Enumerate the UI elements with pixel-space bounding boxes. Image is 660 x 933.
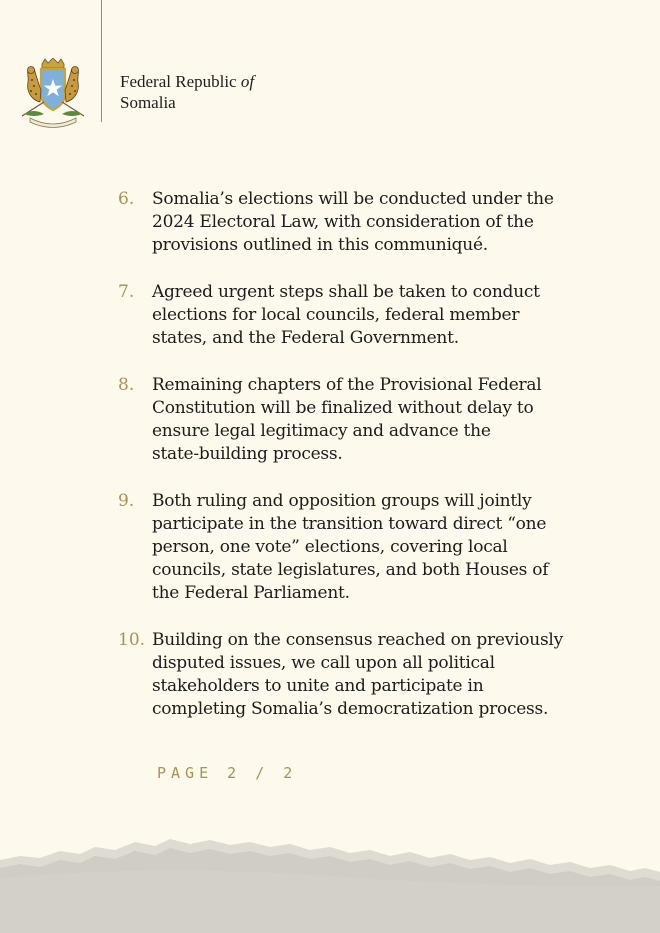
communique-points bbox=[118, 188, 598, 745]
letterhead bbox=[0, 0, 660, 130]
item-number: 9. bbox=[118, 491, 135, 511]
item-number: 8. bbox=[118, 375, 135, 395]
list-item bbox=[118, 281, 598, 350]
page-number: PAGE 2 / 2 bbox=[157, 764, 298, 782]
list-item bbox=[118, 374, 598, 466]
org-name: Federal Republic of Somalia bbox=[120, 72, 255, 112]
item-text: Building on the consensus reached on previously disputed issues, we call upon all political stakeholders to unite and participate in completing Somalia’s democratization process. bbox=[152, 630, 563, 719]
item-number: 7. bbox=[118, 282, 135, 302]
item-text: Somalia’s elections will be conducted under the 2024 Electoral Law, with consideration of the provisions outlined in this communiqué. bbox=[152, 189, 554, 255]
list-item bbox=[118, 629, 598, 721]
header-divider bbox=[101, 0, 102, 122]
list-item bbox=[118, 490, 598, 605]
item-number: 10. bbox=[118, 630, 146, 650]
list-item bbox=[118, 188, 598, 257]
item-number: 6. bbox=[118, 189, 135, 209]
somalia-coat-of-arms-icon bbox=[14, 58, 92, 128]
item-text: Agreed urgent steps shall be taken to conduct elections for local councils, federal member states, and the Federal Government. bbox=[152, 282, 540, 348]
item-text: Both ruling and opposition groups will jointly participate in the transition toward direct “one person, one vote” elections, covering local councils, state legislatures, and both Houses of the Federal Parliament. bbox=[152, 491, 549, 603]
torn-paper-edge bbox=[0, 820, 660, 933]
item-text: Remaining chapters of the Provisional Federal Constitution will be finalized without delay to ensure legal legitimacy and advance the state-building process. bbox=[152, 375, 542, 464]
